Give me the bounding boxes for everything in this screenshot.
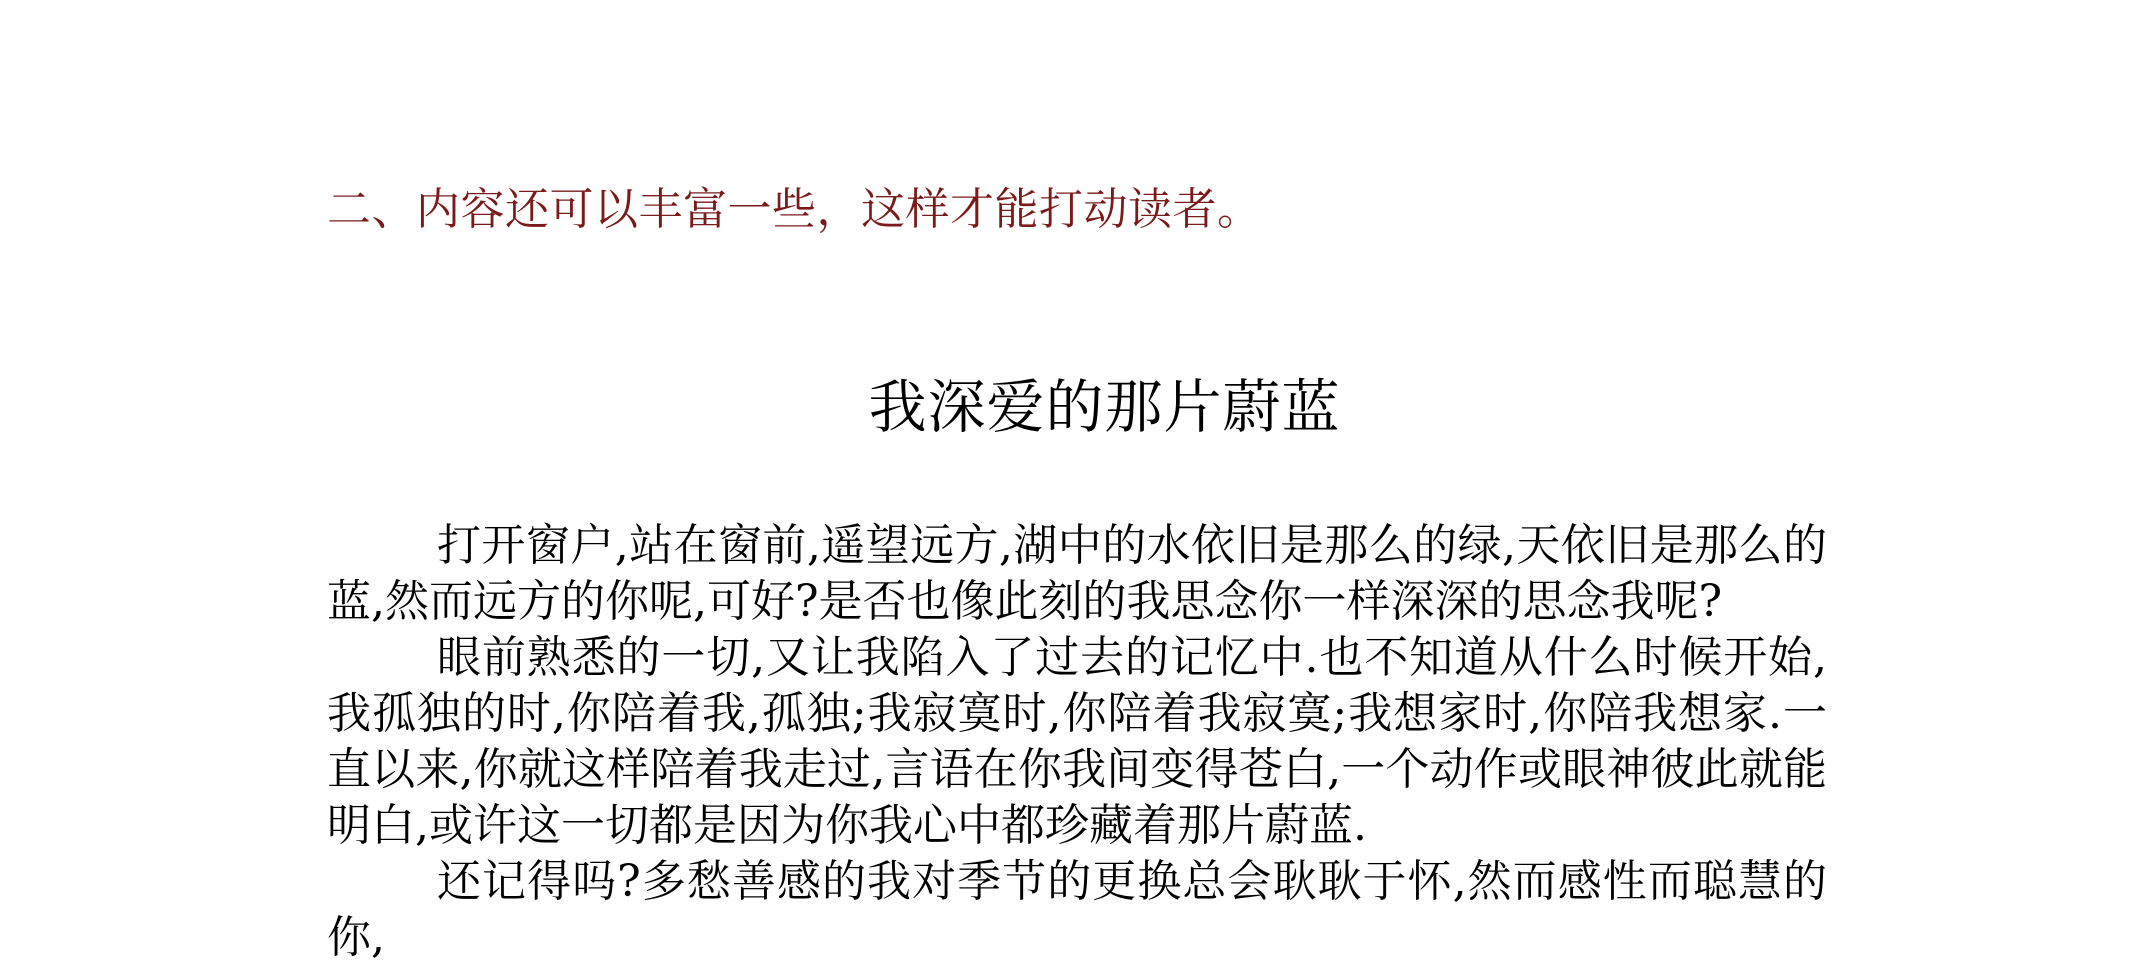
paragraph-1: 打开窗户,站在窗前,遥望远方,湖中的水依旧是那么的绿,天依旧是那么的蓝,然而远方的你呢,可好?是否也像此刻的我思念你一样深深的思念我呢?: [327, 520, 1827, 627]
article-body: [327, 518, 1827, 966]
article-title: 我深爱的那片蔚蓝: [868, 373, 1341, 441]
paragraph-2: 眼前熟悉的一切,又让我陷入了过去的记忆中.也不知道从什么时候开始,我孤独的时,你陪着我,孤独;我寂寞时,你陪着我寂寞;我想家时,你陪我想家.一直以来,你就这样陪着我走过,言语在你我间变得苍白,一个动作或眼神彼此就能明白,或许这一切都是因为你我心中都珍藏着那片蔚蓝.: [327, 632, 1827, 851]
editor-note: 二、内容还可以丰富一些，这样才能打动读者。: [327, 184, 1262, 235]
paragraph-3: 还记得吗?多愁善感的我对季节的更换总会耿耿于怀,然而感性而聪慧的你,: [327, 856, 1827, 963]
